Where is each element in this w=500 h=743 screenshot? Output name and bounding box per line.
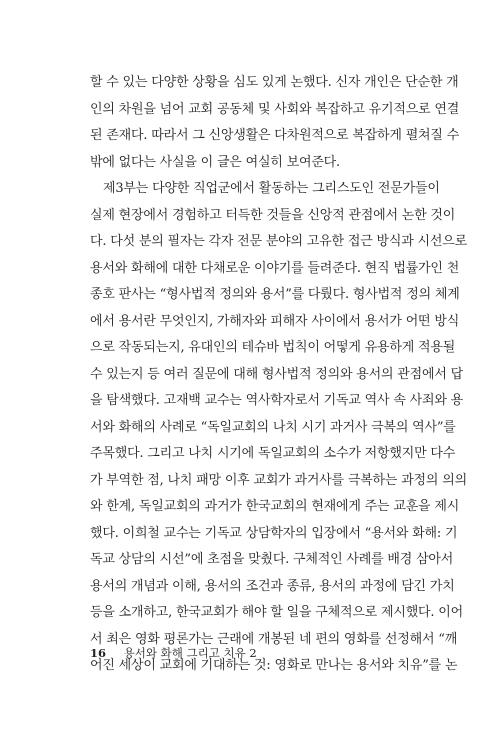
text-line: 실제 현장에서 경험하고 터득한 것들을 신앙적 관점에서 논한 것이	[90, 207, 456, 223]
text-line: 서 최은 영화 평론가는 근래에 개봉된 네 편의 영화를 선정해서 “깨	[90, 631, 458, 647]
text-line: 했다. 이희철 교수는 기독교 상담학자의 입장에서 “용서와 화해: 기	[90, 525, 458, 541]
text-line: 서와 화해의 사례로 “독일교회의 나치 시기 과거사 극복의 역사”를	[90, 419, 456, 435]
text-line: 할 수 있는 다양한 상황을 심도 있게 논했다. 신자 개인은 단순한 개	[90, 75, 459, 90]
text-line: 종호 판사는 “형사법적 정의와 용서”를 다뤘다. 형사법적 정의 체계	[90, 287, 460, 302]
text-line: 다. 다섯 분의 필자는 각자 전문 분야의 고유한 접근 방식과 시선으로	[90, 234, 467, 249]
text-line: 등을 소개하고, 한국교회가 해야 할 일을 구체적으로 제시했다. 이어	[90, 605, 463, 620]
text-line: 독교 상담의 시선”에 초점을 맞췄다. 구체적인 사례를 배경 삼아서	[90, 552, 454, 567]
text-line: 와 한계, 독일교회의 과거가 한국교회의 현재에게 주는 교훈을 제시	[90, 499, 460, 514]
text-line: 밖에 없다는 사실을 이 글은 여실히 보여준다.	[90, 154, 340, 170]
text-line: 인의 차원을 넘어 교회 공동체 및 사회와 복잡하고 유기적으로 연결	[90, 101, 460, 117]
text-line: 수 있는지 등 여러 질문에 대해 형사법적 정의와 용서의 관점에서 답	[90, 366, 463, 382]
page-number: 16	[90, 646, 107, 660]
text-line: 에서 용서란 무엇인지, 가해자와 피해자 사이에서 용서가 어떤 방식	[90, 313, 460, 329]
paragraph-2	[90, 176, 467, 680]
text-line: 어진 세상이 교회에 기대하는 것: 영화로 만나는 용서와 치유”를 논	[90, 658, 458, 673]
running-title: 용서와 화해 그리고 치유 2	[123, 646, 257, 660]
text-line: 제3부는 다양한 직업군에서 활동하는 그리스도인 전문가들이	[103, 181, 440, 196]
text-line: 가 부역한 점, 나치 패망 이후 교회가 과거사를 극복하는 과정의 의의	[90, 472, 467, 488]
page-footer	[90, 645, 257, 661]
text-line: 용서의 개념과 이해, 용서의 조건과 종류, 용서의 과정에 담긴 가치	[90, 578, 455, 594]
text-line: 으로 작동되는지, 유대인의 테슈바 법칙이 어떻게 유용하게 적용될	[90, 340, 456, 355]
text-line: 을 탐색했다. 고재백 교수는 역사학자로서 기독교 역사 속 사죄와 용	[90, 393, 463, 408]
text-line: 용서와 화해에 대한 다채로운 이야기를 들려준다. 현직 법률가인 천	[90, 260, 460, 276]
body-text	[90, 70, 467, 680]
text-line: 된 존재다. 따라서 그 신앙생활은 다차원적으로 복잡하게 펼쳐질 수	[90, 128, 460, 143]
paragraph-1	[90, 70, 460, 176]
text-line: 주목했다. 그리고 나치 시기에 독일교회의 소수가 저항했지만 다수	[90, 446, 456, 461]
